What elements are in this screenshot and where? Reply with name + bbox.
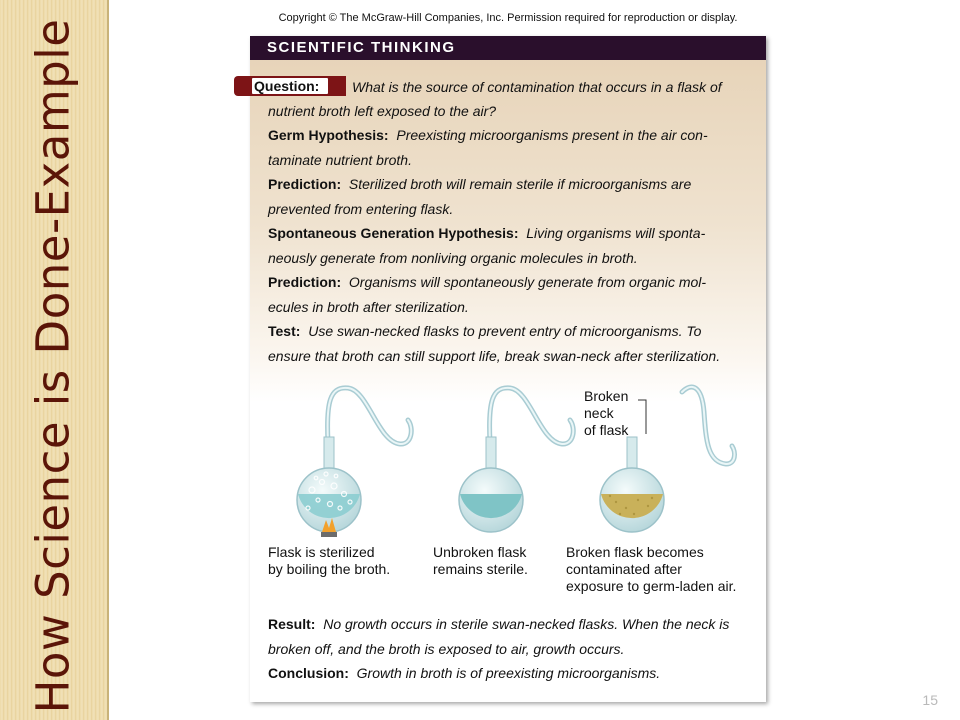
side-bar [0, 0, 109, 720]
question-line-2: nutrient broth left exposed to the air? [268, 103, 497, 119]
test-line-2: ensure that broth can still support life, break swan-neck after sterilization. [268, 347, 721, 364]
prediction-1-line-1: Sterilized broth will remain sterile if microorganisms are [348, 176, 692, 192]
prediction-1-line-2: prevented from entering flask. [268, 200, 454, 217]
question-line-1: What is the source of contamination that occurs in a flask of [352, 79, 722, 95]
spontaneous-hypothesis-label: Spontaneous Generation Hypothesis: [268, 225, 519, 241]
germ-hypothesis-line-1: Preexisting microorganisms present in the air con- [396, 127, 708, 143]
broken-neck-label-line-1: Broken [584, 388, 629, 404]
flask-boiling [297, 388, 411, 537]
conclusion [268, 661, 754, 686]
result-line-2: broken off, and the broth is exposed to air, growth occurs. [268, 640, 625, 657]
result-line-1: No growth occurs in sterile swan-necked flasks. When the neck is [323, 616, 730, 632]
caption-unbroken-line-1: Unbroken flask [433, 544, 527, 560]
copyright-notice: Copyright © The McGraw-Hill Companies, Inc. Permission required for reproduction or display. [278, 12, 738, 24]
caption-broken-line-2: contaminated after [566, 561, 682, 577]
broken-neck-label-line-3: of flask [584, 422, 629, 438]
caption-broken-line-1: Broken flask becomes [566, 544, 704, 560]
result-label: Result: [268, 616, 316, 632]
spontaneous-generation-hypothesis [268, 221, 754, 270]
flask-illustration [290, 382, 750, 537]
result [268, 612, 754, 661]
caption-broken-line-3: exposure to germ-laden air. [566, 578, 737, 594]
flask-unbroken [459, 388, 573, 532]
test [268, 319, 754, 368]
question-tab [234, 76, 346, 96]
test-label: Test: [268, 323, 301, 339]
spontaneous-hypothesis-line-2: neously generate from nonliving organic molecules in broth. [268, 249, 638, 266]
panel-header: SCIENTIFIC THINKING [250, 36, 766, 60]
conclusion-label: Conclusion: [268, 665, 349, 681]
prediction-2 [268, 270, 754, 319]
broken-neck-label-line-2: neck [584, 405, 614, 421]
caption-unbroken-line-2: remains sterile. [433, 561, 528, 577]
caption-boiling [268, 544, 390, 578]
caption-boiling-line-1: Flask is sterilized [268, 544, 375, 560]
prediction-1-label: Prediction: [268, 176, 342, 192]
page-number: 15 [922, 692, 938, 708]
broken-neck-piece [682, 387, 734, 464]
caption-boiling-line-2: by boiling the broth. [268, 561, 391, 577]
prediction-2-line-2: ecules in broth after sterilization. [268, 298, 469, 315]
prediction-2-label: Prediction: [268, 274, 342, 290]
caption-unbroken [433, 544, 528, 578]
conclusion-line-1: Growth in broth is of preexisting microorganisms. [356, 665, 661, 681]
germ-hypothesis-label: Germ Hypothesis: [268, 127, 389, 143]
caption-broken [566, 544, 736, 595]
prediction-2-line-1: Organisms will spontaneously generate from organic mol- [348, 274, 707, 290]
broken-neck-label [584, 388, 628, 439]
broken-neck-pointer [638, 400, 646, 434]
germ-hypothesis [268, 123, 754, 172]
scientific-thinking-panel [250, 36, 766, 702]
germ-hypothesis-line-2: taminate nutrient broth. [268, 151, 412, 168]
side-title: How Science is Done-Example [26, 18, 80, 714]
spontaneous-hypothesis-line-1: Living organisms will sponta- [526, 225, 706, 241]
question-label: Question: [250, 76, 330, 96]
test-line-1: Use swan-necked flasks to prevent entry of microorganisms. To [308, 323, 702, 339]
prediction-1 [268, 172, 754, 221]
